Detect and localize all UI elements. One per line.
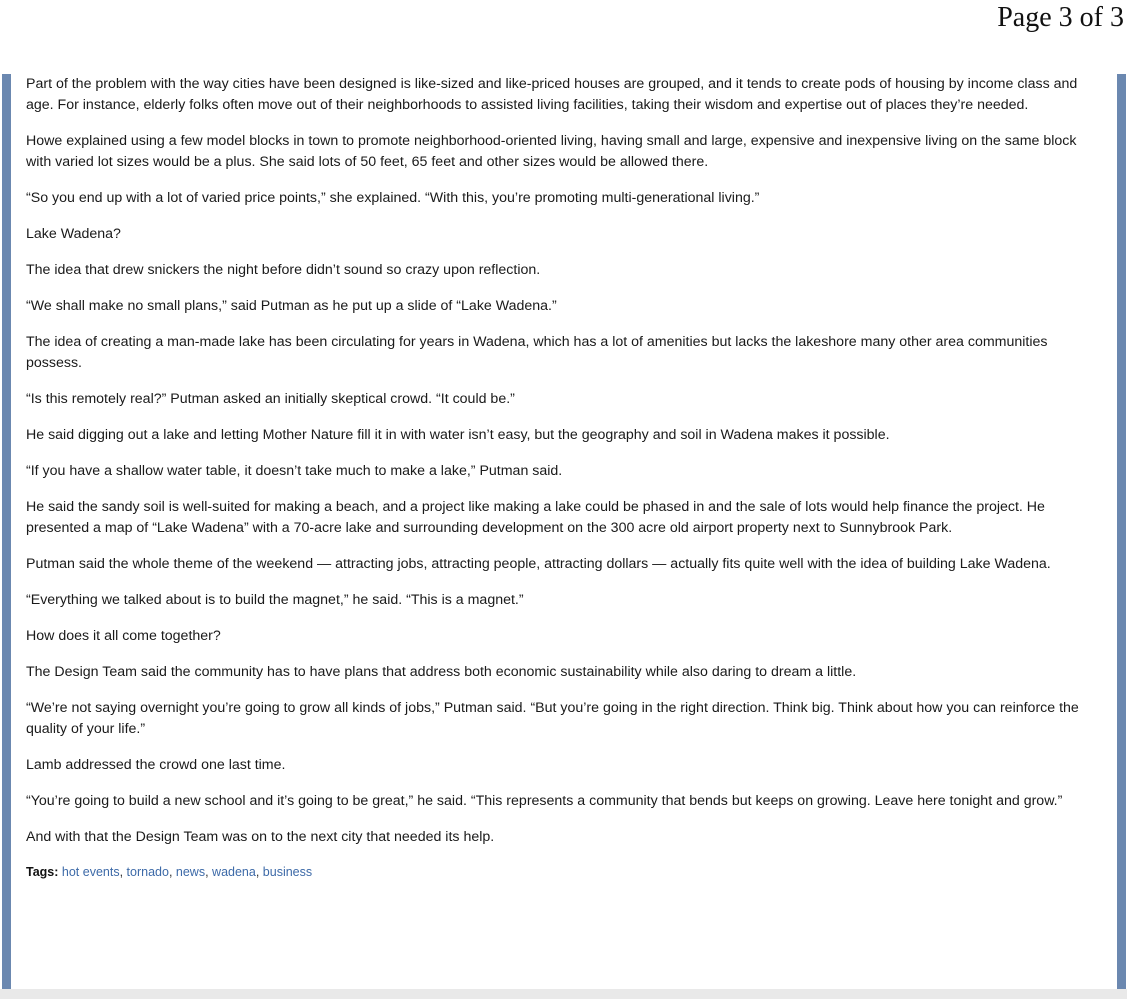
tag-list: [62, 865, 312, 879]
right-border-bar: [1117, 74, 1126, 989]
article-paragraph: How does it all come together?: [26, 628, 221, 644]
tag-link[interactable]: news: [175, 865, 206, 879]
tag-separator: ,: [119, 865, 127, 879]
tag-separator: ,: [168, 865, 176, 879]
article-paragraph: “We shall make no small plans,” said Putman as he put up a slide of “Lake Wadena.”: [26, 298, 557, 314]
tag-link[interactable]: business: [262, 865, 313, 879]
tag-link[interactable]: wadena: [212, 865, 256, 879]
article-paragraph: Putman said the whole theme of the weekend — attracting jobs, attracting people, attracting dollars — actually fits quite well with the idea of building Lake Wadena.: [26, 556, 1051, 572]
article-paragraph: “So you end up with a lot of varied price points,” she explained. “With this, you’re promoting multi-generational living.”: [26, 190, 760, 206]
article-paragraph: “You’re going to build a new school and it’s going to be great,” he said. “This represents a community that bends but keeps on growing. Leave here tonight and grow.”: [26, 793, 1063, 809]
left-border-bar: [2, 74, 11, 989]
tag-link[interactable]: hot events: [61, 865, 120, 879]
article-paragraphs: [26, 74, 1098, 848]
article-paragraph: “We’re not saying overnight you’re going to grow all kinds of jobs,” Putman said. “But you’re going in the right direction. Think big. Think about how you can reinforce the quality of your life.”: [26, 700, 1079, 737]
tag-separator: ,: [255, 865, 263, 879]
article-paragraph: Lamb addressed the crowd one last time.: [26, 757, 286, 773]
article-body: [26, 74, 1098, 881]
article-paragraph: Lake Wadena?: [26, 226, 121, 242]
footer-strip: [0, 989, 1127, 999]
tags-label: Tags:: [26, 865, 59, 879]
tag-separator: ,: [205, 865, 213, 879]
tags-line: [26, 863, 1098, 881]
article-paragraph: He said digging out a lake and letting Mother Nature fill it in with water isn’t easy, but the geography and soil in Wadena makes it possible.: [26, 427, 890, 443]
article-paragraph: The idea that drew snickers the night before didn’t sound so crazy upon reflection.: [26, 262, 541, 278]
article-paragraph: Part of the problem with the way cities have been designed is like-sized and like-priced houses are grouped, and it tends to create pods of housing by income class and age. For instance, elderly folks often move out of their neighborhoods to assisted living facilities, taking their wisdom and expertise out of places they’re needed.: [26, 76, 1078, 113]
page-number: Page 3 of 3: [997, 2, 1124, 33]
article-paragraph: And with that the Design Team was on to the next city that needed its help.: [26, 829, 495, 845]
article-paragraph: “Everything we talked about is to build the magnet,” he said. “This is a magnet.”: [26, 592, 524, 608]
tag-link[interactable]: tornado: [126, 865, 169, 879]
article-paragraph: The idea of creating a man-made lake has been circulating for years in Wadena, which has a lot of amenities but lacks the lakeshore many other area communities possess.: [26, 334, 1048, 371]
article-paragraph: The Design Team said the community has to have plans that address both economic sustainability while also daring to dream a little.: [26, 664, 857, 680]
article-paragraph: He said the sandy soil is well-suited for making a beach, and a project like making a lake could be phased in and the sale of lots would help finance the project. He presented a map of “Lake Wadena” with a 70-acre lake and surrounding development on the 300 acre old airport property next to Sunnybrook Park.: [26, 499, 1045, 536]
article-paragraph: Howe explained using a few model blocks in town to promote neighborhood-oriented living, having small and large, expensive and inexpensive living on the same block with varied lot sizes would be a plus. She said lots of 50 feet, 65 feet and other sizes would be allowed there.: [26, 133, 1077, 170]
article-paragraph: “Is this remotely real?” Putman asked an initially skeptical crowd. “It could be.”: [26, 391, 515, 407]
article-paragraph: “If you have a shallow water table, it doesn’t take much to make a lake,” Putman said.: [26, 463, 563, 479]
